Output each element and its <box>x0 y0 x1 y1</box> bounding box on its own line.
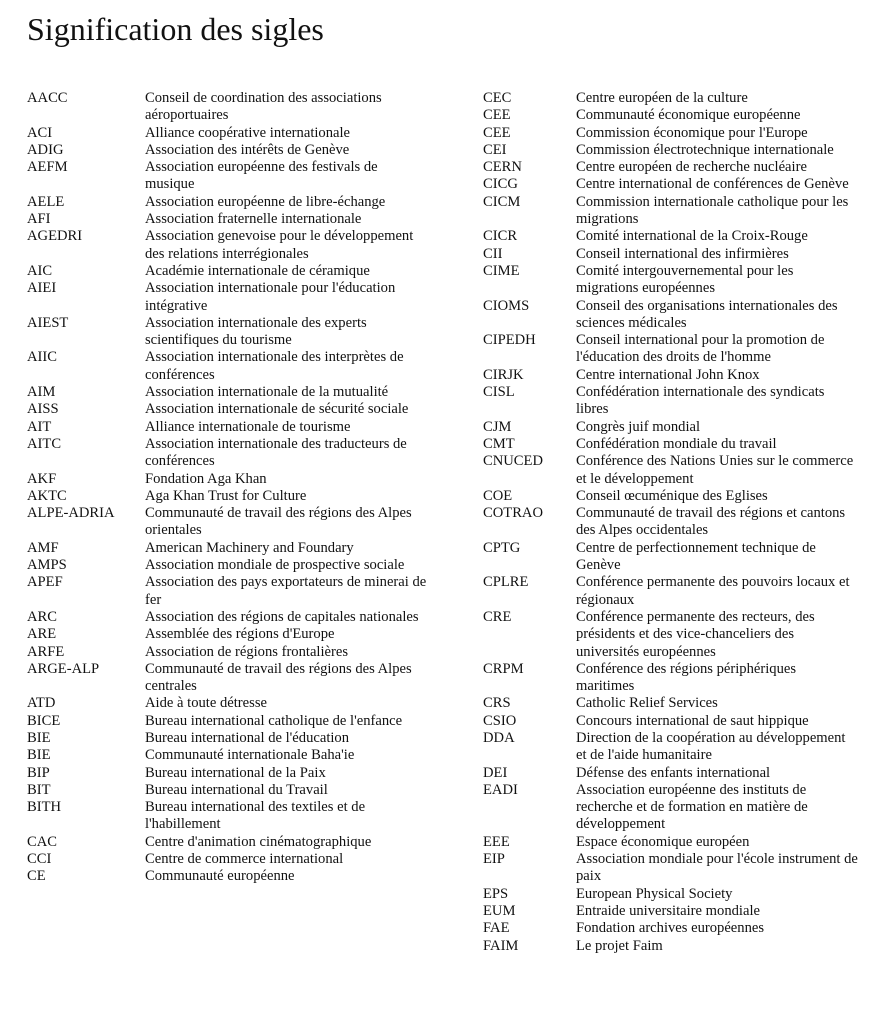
acronym: BICE <box>27 712 61 729</box>
list-item <box>483 419 858 436</box>
acronym: COE <box>483 487 513 504</box>
acronym: CJM <box>483 418 512 435</box>
acronym: DEI <box>483 764 508 781</box>
acronym: CIRJK <box>483 366 524 383</box>
definition: Association mondiale de prospective sociale <box>145 557 405 574</box>
definition: Commission électrotechnique internationale <box>576 141 834 158</box>
acronym: CRS <box>483 695 511 712</box>
definition: Association des régions de capitales nationales <box>145 608 419 625</box>
list-item <box>27 228 432 263</box>
acronym: FAE <box>483 920 510 937</box>
definition: Association mondiale pour l'école instrument de paix <box>576 851 858 885</box>
list-item <box>27 280 432 315</box>
list-item <box>483 367 858 384</box>
definition: Centre européen de recherche nucléaire <box>576 159 807 176</box>
acronym: BIP <box>27 764 50 781</box>
definition: Association de régions frontalières <box>145 643 349 660</box>
definition: Association internationale pour l'éducation intégrative <box>145 280 396 314</box>
definition: Conseil des organisations internationales des sciences médicales <box>576 297 838 331</box>
definition: Association internationale des interprètes de conférences <box>145 349 404 383</box>
acronym: ALPE-ADRIA <box>27 505 115 522</box>
definition: Fondation Aga Khan <box>145 470 267 487</box>
list-item <box>27 263 432 280</box>
list-item <box>483 332 858 367</box>
acronym: AMPS <box>27 557 67 574</box>
list-item <box>483 938 858 955</box>
list-item <box>483 782 858 834</box>
list-item <box>27 626 432 643</box>
list-item <box>27 90 432 125</box>
definition: Association européenne des festivals de musique <box>145 159 378 193</box>
definition: Alliance coopérative internationale <box>145 124 351 141</box>
page-title: Signification des sigles <box>27 11 324 47</box>
acronym-list-right <box>483 90 858 955</box>
acronym: BIE <box>27 729 51 746</box>
acronym: AFI <box>27 211 51 228</box>
definition: Association internationale des traducteurs de conférences <box>145 435 407 470</box>
definition: Conférence permanente des pouvoirs locaux et régionaux <box>576 574 850 608</box>
acronym: AIEI <box>27 280 57 297</box>
acronym: FAIM <box>483 937 519 954</box>
acronym: CAC <box>27 833 58 850</box>
list-item <box>483 142 858 159</box>
acronym: AITC <box>27 435 62 452</box>
list-item <box>483 920 858 937</box>
list-item <box>27 384 432 401</box>
definition: Association genevoise pour le développement des relations interrégionales <box>145 228 414 262</box>
list-item <box>27 488 432 505</box>
definition: Bureau international catholique de l'enfance <box>145 712 403 729</box>
list-item <box>27 471 432 488</box>
acronym: ARFE <box>27 643 65 660</box>
list-item <box>483 90 858 107</box>
list-item <box>27 349 432 384</box>
list-item <box>27 782 432 799</box>
definition: Association européenne de libre-échange <box>145 193 386 210</box>
list-item <box>483 194 858 229</box>
definition: Conférence permanente des recteurs, des présidents et des vice-chanceliers des universités européennes <box>576 608 815 660</box>
acronym: CEE <box>483 107 511 124</box>
acronym: APEF <box>27 574 63 591</box>
acronym: CICG <box>483 176 518 193</box>
list-item <box>483 834 858 851</box>
definition: Assemblée des régions d'Europe <box>145 626 335 643</box>
definition: Communauté de travail des régions des Alpes centrales <box>145 660 412 695</box>
definition: Communauté européenne <box>145 868 295 885</box>
list-item <box>483 661 858 696</box>
definition: Communauté de travail des régions des Alpes orientales <box>145 505 412 539</box>
acronym: BIE <box>27 747 51 764</box>
acronym-list-left <box>27 90 432 886</box>
list-item <box>27 505 432 540</box>
list-item <box>483 298 858 333</box>
acronym: AEFM <box>27 159 68 176</box>
list-item <box>27 159 432 194</box>
list-item <box>483 246 858 263</box>
acronym: BITH <box>27 799 62 816</box>
list-item <box>27 419 432 436</box>
acronym: COTRAO <box>483 505 543 522</box>
definition: Confédération mondiale du travail <box>576 435 777 452</box>
acronym: ACI <box>27 124 53 141</box>
acronym: CEC <box>483 90 512 106</box>
definition: Commission économique pour l'Europe <box>576 124 808 141</box>
acronym: EEE <box>483 833 510 850</box>
acronym: CEI <box>483 141 507 158</box>
definition: Aide à toute détresse <box>145 695 267 712</box>
definition: Commission internationale catholique pour les migrations <box>576 193 849 228</box>
definition: Association fraternelle internationale <box>145 211 362 228</box>
acronym: CRE <box>483 608 512 625</box>
definition: Bureau international du Travail <box>145 781 328 798</box>
list-item <box>27 540 432 557</box>
definition: American Machinery and Foundary <box>145 539 354 556</box>
list-item <box>483 609 858 661</box>
acronym: AIT <box>27 418 52 435</box>
list-item <box>483 453 858 488</box>
acronym: ADIG <box>27 141 64 158</box>
definition: Association internationale de sécurité sociale <box>145 401 409 418</box>
definition: Centre international John Knox <box>576 366 760 383</box>
list-item <box>27 436 432 471</box>
acronym: AIC <box>27 262 53 279</box>
definition: Bureau international de la Paix <box>145 764 326 781</box>
acronym: CERN <box>483 159 522 176</box>
definition: Conseil œcuménique des Eglises <box>576 487 768 504</box>
definition: Défense des enfants international <box>576 764 771 781</box>
definition: Centre d'animation cinématographique <box>145 833 372 850</box>
list-item <box>483 125 858 142</box>
list-item <box>27 194 432 211</box>
acronym: BIT <box>27 781 51 798</box>
acronym: AMF <box>27 539 59 556</box>
list-item <box>27 695 432 712</box>
acronym: DDA <box>483 729 515 746</box>
acronym: ARE <box>27 626 57 643</box>
list-item <box>27 609 432 626</box>
definition: Communauté économique européenne <box>576 107 801 124</box>
list-item <box>483 488 858 505</box>
acronym: AIEST <box>27 314 69 331</box>
acronym: CCI <box>27 851 52 868</box>
definition: Entraide universitaire mondiale <box>576 902 760 919</box>
acronym: EPS <box>483 885 509 902</box>
acronym: AKF <box>27 470 57 487</box>
definition: Communauté de travail des régions et cantons des Alpes occidentales <box>576 505 846 539</box>
list-item <box>27 799 432 834</box>
acronym: AKTC <box>27 487 67 504</box>
list-item <box>27 401 432 418</box>
list-item <box>483 574 858 609</box>
list-item <box>27 315 432 350</box>
list-item <box>27 834 432 851</box>
acronym: CRPM <box>483 660 524 677</box>
definition: Centre de perfectionnement technique de Genève <box>576 539 816 574</box>
acronym: EIP <box>483 851 505 868</box>
list-item <box>483 730 858 765</box>
acronym: CSIO <box>483 712 517 729</box>
list-item <box>483 263 858 298</box>
acronym: ARGE-ALP <box>27 660 100 677</box>
acronym: CPLRE <box>483 574 529 591</box>
acronym: CII <box>483 245 503 262</box>
definition: Fondation archives européennes <box>576 920 765 937</box>
list-item <box>483 505 858 540</box>
definition: Centre européen de la culture <box>576 90 748 106</box>
list-item <box>483 107 858 124</box>
list-item <box>483 903 858 920</box>
acronym: CE <box>27 868 46 885</box>
list-item <box>483 384 858 419</box>
list-item <box>483 159 858 176</box>
definition: Bureau international des textiles et de l'habillement <box>145 799 366 833</box>
list-item <box>483 695 858 712</box>
list-item <box>483 851 858 886</box>
list-item <box>27 574 432 609</box>
acronym: CIME <box>483 262 520 279</box>
definition: Centre de commerce international <box>145 851 344 868</box>
definition: Conseil de coordination des associations aéroportuaires <box>145 90 382 124</box>
acronym: CIPEDH <box>483 332 536 349</box>
definition: Espace économique européen <box>576 833 750 850</box>
acronym: AELE <box>27 193 65 210</box>
list-item <box>27 765 432 782</box>
definition: Alliance internationale de tourisme <box>145 418 351 435</box>
acronym: CICM <box>483 193 521 210</box>
list-item <box>27 713 432 730</box>
definition: Centre international de conférences de Genève <box>576 176 849 193</box>
list-item <box>27 644 432 661</box>
acronym: AIM <box>27 384 56 401</box>
definition: Conseil international des infirmières <box>576 245 789 262</box>
definition: Le projet Faim <box>576 937 663 954</box>
acronym: CPTG <box>483 539 521 556</box>
acronym: CNUCED <box>483 453 543 470</box>
definition: Concours international de saut hippique <box>576 712 809 729</box>
list-item <box>27 730 432 747</box>
acronym: CISL <box>483 384 515 401</box>
list-item <box>27 747 432 764</box>
acronym: AACC <box>27 90 68 106</box>
list-item <box>27 868 432 885</box>
definition: Bureau international de l'éducation <box>145 729 350 746</box>
acronym: CICR <box>483 228 518 245</box>
list-item <box>483 765 858 782</box>
definition: Académie internationale de céramique <box>145 262 370 279</box>
acronym: AISS <box>27 401 59 418</box>
acronym: AIIC <box>27 349 57 366</box>
definition: Association internationale de la mutualité <box>145 384 389 401</box>
list-item <box>483 886 858 903</box>
definition: Association européenne des instituts de recherche et de formation en matière de développement <box>576 781 808 833</box>
definition: Association internationale des experts scientifiques du tourisme <box>145 314 367 349</box>
list-item <box>483 176 858 193</box>
definition: Congrès juif mondial <box>576 418 701 435</box>
definition: Communauté internationale Baha'ie <box>145 747 355 764</box>
definition: Comité international de la Croix-Rouge <box>576 228 808 245</box>
acronym: CMT <box>483 435 515 452</box>
definition: European Physical Society <box>576 885 733 902</box>
list-item <box>27 851 432 868</box>
definition: Aga Khan Trust for Culture <box>145 487 307 504</box>
definition: Direction de la coopération au développement et de l'aide humanitaire <box>576 729 846 764</box>
list-item <box>483 540 858 575</box>
definition: Association des pays exportateurs de minerai de fer <box>145 574 427 608</box>
definition: Conférence des régions périphériques maritimes <box>576 660 797 695</box>
acronym: CEE <box>483 124 511 141</box>
acronym: AGEDRI <box>27 228 83 245</box>
list-item <box>27 211 432 228</box>
acronym: ATD <box>27 695 56 712</box>
definition: Comité intergouvernemental pour les migrations européennes <box>576 262 794 297</box>
list-item <box>27 142 432 159</box>
list-item <box>27 661 432 696</box>
list-item <box>483 436 858 453</box>
list-item <box>483 228 858 245</box>
definition: Conseil international pour la promotion de l'éducation des droits de l'homme <box>576 332 825 366</box>
definition: Catholic Relief Services <box>576 695 718 712</box>
acronym: EADI <box>483 781 518 798</box>
definition: Conférence des Nations Unies sur le commerce et le développement <box>576 453 854 487</box>
acronym: EUM <box>483 902 516 919</box>
acronym: ARC <box>27 608 58 625</box>
acronym: CIOMS <box>483 297 530 314</box>
list-item <box>483 713 858 730</box>
list-item <box>27 557 432 574</box>
definition: Association des intérêts de Genève <box>145 141 350 158</box>
definition: Confédération internationale des syndicats libres <box>576 384 825 418</box>
list-item <box>27 125 432 142</box>
